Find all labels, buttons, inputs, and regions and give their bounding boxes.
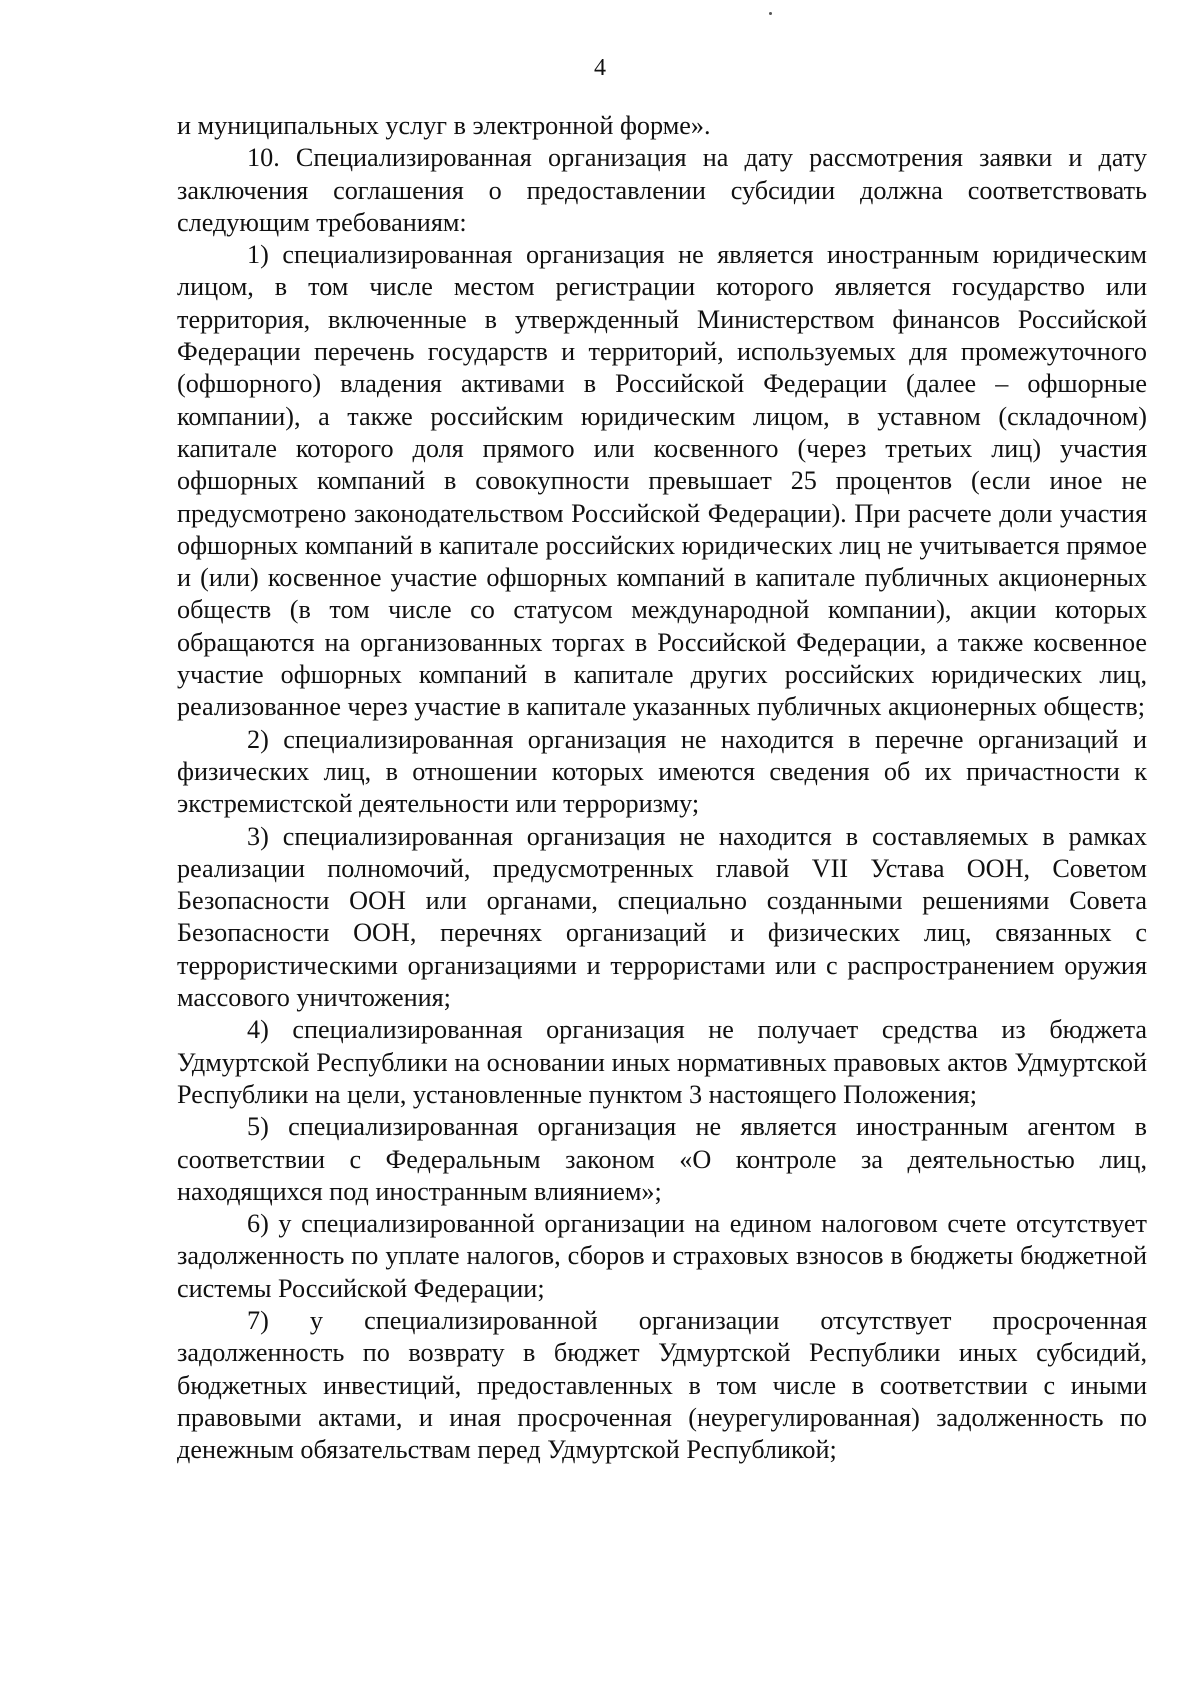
- paragraph-requirement-1: 1) специализированная организация не является иностранным юридическим лицом, в том числе местом регистрации которого является государство или территория, включенные в утвержденный Министерством финансов Российской Федерации перечень государств и территорий, используемых для промежуточного (офшорного) владения активами в Российской Федерации (далее – офшорные компании), а также российским юридическим лицом, в уставном (складочном) капитале которого доля прямого или косвенного (через третьих лиц) участия офшорных компаний в совокупности превышает 25 процентов (если иное не предусмотрено законодательством Российской Федерации). При расчете доли участия офшорных компаний в капитале российских юридических лиц не учитывается прямое и (или) косвенное участие офшорных компаний в капитале публичных акционерных обществ (в том числе со статусом международной компании), акции которых обращаются на организованных торгах в Российской Федерации, а также косвенное участие офшорных компаний в капитале других российских юридических лиц, реализованное через участие в капитале указанных публичных акционерных обществ;: [177, 240, 1147, 722]
- paragraph-requirement-4: 4) специализированная организация не получает средства из бюджета Удмуртской Республики на основании иных нормативных правовых актов Удмуртской Республики на цели, установленные пунктом 3 настоящего Положения;: [177, 1015, 1147, 1109]
- paragraph-item-10: 10. Специализированная организация на дату рассмотрения заявки и дату заключения соглашения о предоставлении субсидии должна соответствовать следующим требованиям:: [177, 143, 1147, 237]
- page-number: 4: [594, 55, 606, 81]
- paragraph-requirement-7: 7) у специализированной организации отсутствует просроченная задолженность по возврату в бюджет Удмуртской Республики иных субсидий, бюджетных инвестиций, предоставленных в том числе в соответствии с иными правовыми актами, и иная просроченная (неурегулированная) задолженность по денежным обязательствам перед Удмуртской Республикой;: [177, 1305, 1147, 1465]
- paragraph-requirement-2: 2) специализированная организация не находится в перечне организаций и физических лиц, в отношении которых имеются сведения об их причастности к экстремистской деятельности или терроризму;: [177, 724, 1147, 819]
- paragraph-continuation: и муниципальных услуг в электронной форме».: [177, 111, 711, 140]
- paragraph-requirement-5: 5) специализированная организация не является иностранным агентом в соответствии с Федеральным законом «О контроле за деятельностью лиц, находящихся под иностранным влиянием»;: [177, 1112, 1147, 1206]
- paragraph-requirement-6: 6) у специализированной организации на едином налоговом счете отсутствует задолженность по уплате налогов, сборов и страховых взносов в бюджеты бюджетной системы Российской Федерации;: [177, 1209, 1147, 1303]
- paragraph-requirement-3: 3) специализированная организация не находится в составляемых в рамках реализации полномочий, предусмотренных главой VII Устава ООН, Советом Безопасности ООН или органами, специально созданными решениями Совета Безопасности ООН, перечнях организаций и физических лиц, связанных с террористическими организациями и террористами или с распространением оружия массового уничтожения;: [177, 821, 1147, 1013]
- scan-speck: [769, 12, 772, 15]
- document-body: [177, 110, 1147, 1466]
